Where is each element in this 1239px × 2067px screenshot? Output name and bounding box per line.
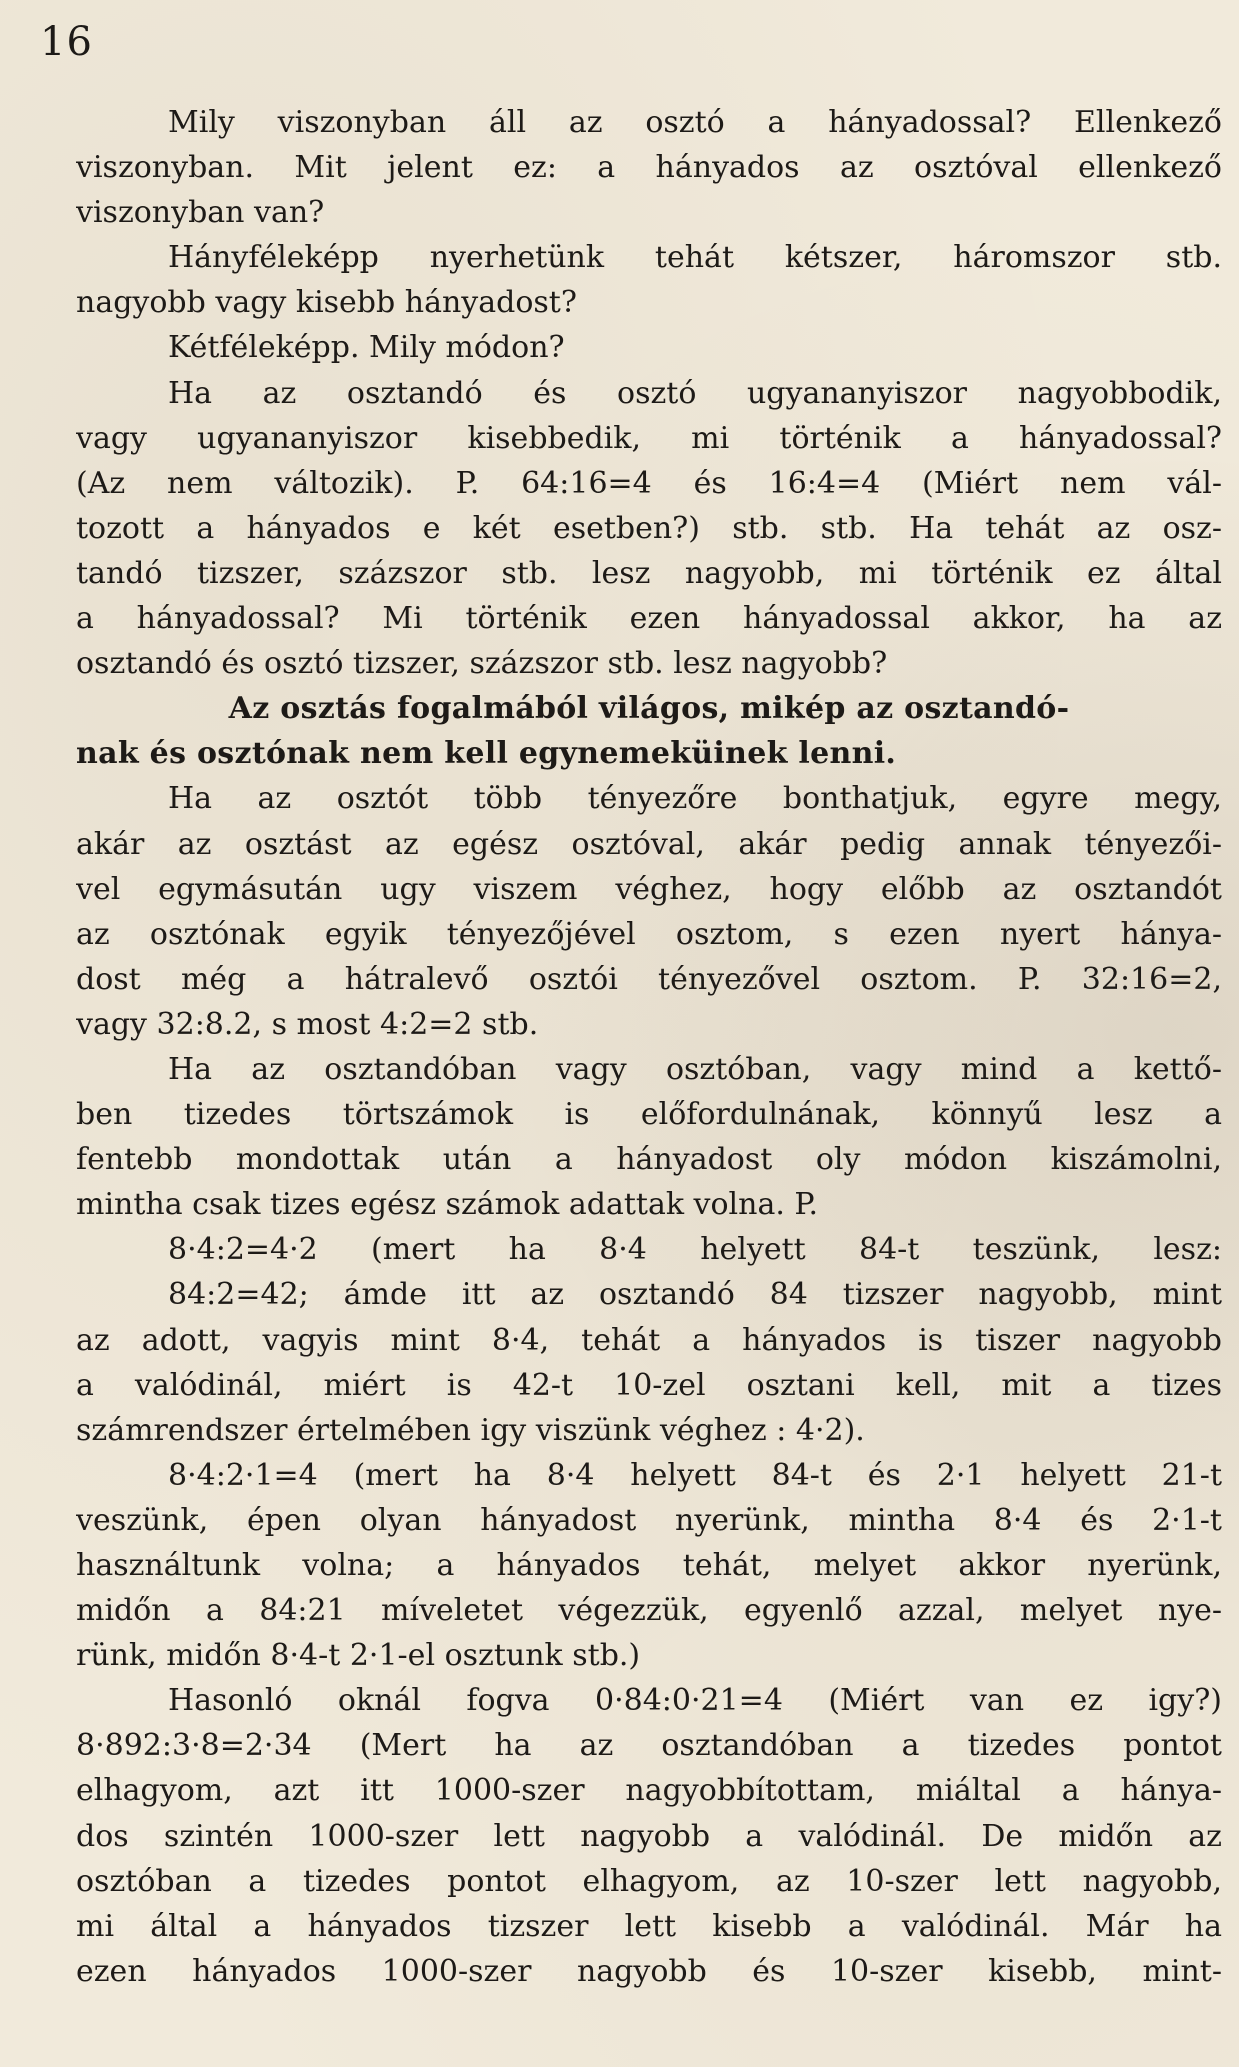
- text-line: az adott, vagyis mint 8·4, tehát a hányados is tiszer nagyobb: [76, 1322, 1222, 1358]
- text-line: ezen hányados 1000-szer nagyobb és 10-szer kisebb, mint-: [76, 1953, 1222, 1989]
- text-line: Mily viszonyban áll az osztó a hányadossal? Ellenkező: [168, 105, 1222, 140]
- text-line: nagyobb vagy kisebb hányadost?: [76, 285, 577, 321]
- text-line: dost még a hátralevő osztói tényezővel osztom. P. 32:16=2,: [76, 961, 1222, 997]
- text-line: 8·4:2=4·2 (mert ha 8·4 helyett 84-t teszünk, lesz:: [168, 1232, 1222, 1268]
- text-line: nak és osztónak nem kell egynemeküinek lenni.: [76, 736, 897, 772]
- text-line: 84:2=42; ámde itt az osztandó 84 tizszer nagyobb, mint: [168, 1277, 1222, 1313]
- text-line: (Az nem változik). P. 64:16=4 és 16:4=4 (Miért nem vál-: [76, 465, 1222, 501]
- text-line: viszonyban. Mit jelent ez: a hányados az osztóval ellenkező: [76, 150, 1222, 186]
- text-line: számrendszer értelmében igy viszünk véghez : 4·2).: [76, 1412, 865, 1448]
- text-line: vel egymásután ugy viszem véghez, hogy előbb az osztandót: [76, 871, 1222, 907]
- text-line: 8·892:3·8=2·34 (Mert ha az osztandóban a tizedes pontot: [76, 1728, 1222, 1764]
- text-line: osztandó és osztó tizszer, százszor stb. lesz nagyobb?: [76, 646, 888, 682]
- text-line: vagy 32:8.2, s most 4:2=2 stb.: [76, 1006, 539, 1042]
- text-line: tozott a hányados e két esetben?) stb. stb. Ha tehát az osz-: [76, 510, 1222, 546]
- text-line: Ha az osztandó és osztó ugyananyiszor nagyobbodik,: [168, 375, 1222, 411]
- text-line: 8·4:2·1=4 (mert ha 8·4 helyett 84-t és 2·1 helyett 21-t: [168, 1457, 1222, 1493]
- text-line: elhagyom, azt itt 1000-szer nagyobbítottam, miáltal a hánya-: [76, 1773, 1222, 1809]
- text-line: dos szintén 1000-szer lett nagyobb a valódinál. De midőn az: [76, 1818, 1222, 1854]
- text-line: a hányadossal? Mi történik ezen hányadossal akkor, ha az: [76, 601, 1222, 637]
- text-line: vagy ugyananyiszor kisebbedik, mi történik a hányadossal?: [76, 420, 1222, 456]
- text-line: a valódinál, miért is 42-t 10-zel osztani kell, mit a tizes: [76, 1367, 1222, 1403]
- text-line: veszünk, épen olyan hányadost nyerünk, mintha 8·4 és 2·1-t: [76, 1502, 1222, 1538]
- text-line: Hasonló oknál fogva 0·84:0·21=4 (Miért van ez igy?): [168, 1683, 1222, 1719]
- text-line: fentebb mondottak után a hányadost oly módon kiszámolni,: [76, 1142, 1222, 1178]
- text-line: használtunk volna; a hányados tehát, melyet akkor nyerünk,: [76, 1548, 1222, 1583]
- text-line: mi által a hányados tizszer lett kisebb a valódinál. Már ha: [76, 1908, 1222, 1944]
- text-line: Hányféleképp nyerhetünk tehát kétszer, háromszor stb.: [168, 240, 1222, 276]
- text-line: Ha az osztandóban vagy osztóban, vagy mind a kettő-: [168, 1051, 1222, 1087]
- text-line: tandó tizszer, százszor stb. lesz nagyobb, mi történik ez által: [76, 555, 1222, 591]
- body-text: [76, 100, 1222, 1994]
- page-number: 16: [40, 19, 93, 65]
- text-line: viszonyban van?: [76, 195, 325, 231]
- text-line: midőn a 84:21 míveletet végezzük, egyenlő azzal, melyet nye-: [76, 1593, 1222, 1629]
- text-line: az osztónak egyik tényezőjével osztom, s ezen nyert hánya-: [76, 916, 1222, 952]
- text-line: mintha csak tizes egész számok adattak volna. P.: [76, 1187, 819, 1223]
- text-line: Kétféleképp. Mily módon?: [168, 330, 565, 366]
- text-line: ben tizedes törtszámok is előfordulnának, könnyű lesz a: [76, 1097, 1222, 1133]
- text-line: osztóban a tizedes pontot elhagyom, az 10-szer lett nagyobb,: [76, 1863, 1222, 1899]
- text-line: rünk, midőn 8·4-t 2·1-el osztunk stb.): [76, 1638, 641, 1674]
- text-line: Az osztás fogalmából világos, mikép az osztandó-: [228, 691, 1070, 727]
- text-line: Ha az osztót több tényezőre bonthatjuk, egyre megy,: [168, 781, 1222, 817]
- text-line: akár az osztást az egész osztóval, akár pedig annak tényezői-: [76, 826, 1222, 862]
